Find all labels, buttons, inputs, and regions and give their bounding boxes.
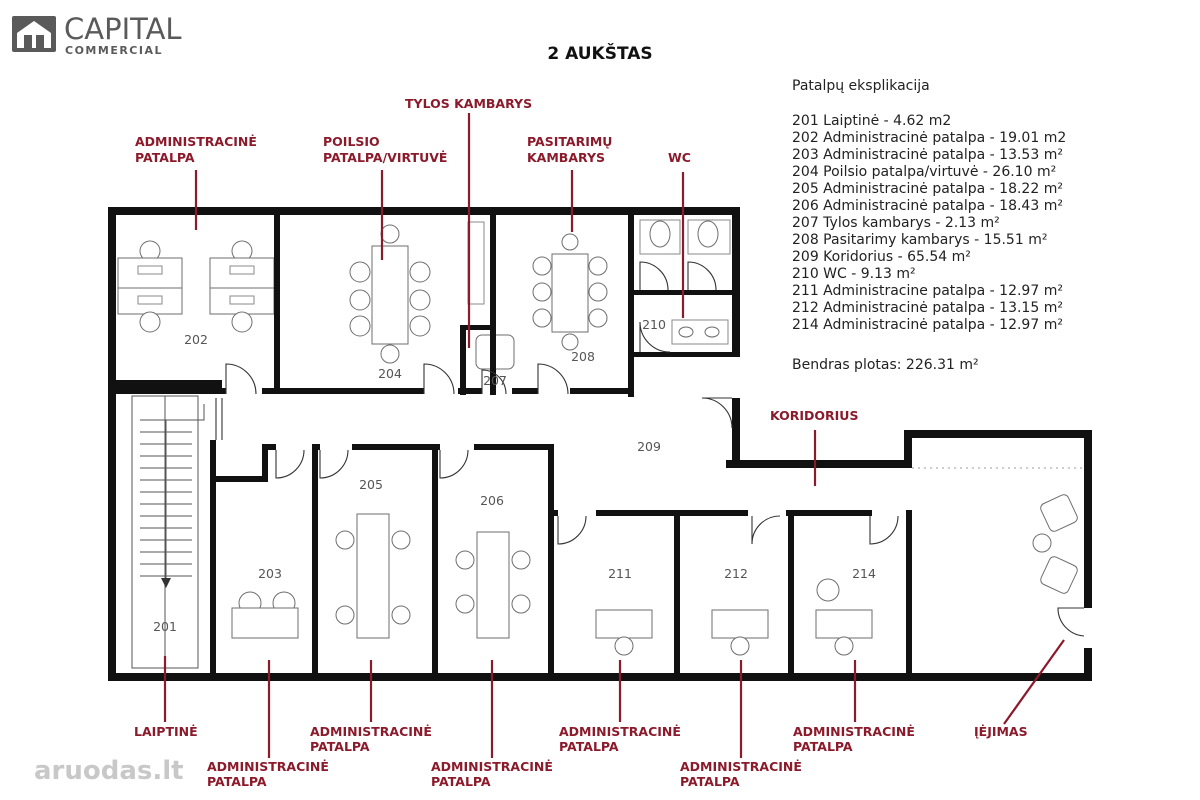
door-211 bbox=[558, 516, 586, 544]
room-number-204: 204 bbox=[378, 366, 402, 381]
callout-tylos: TYLOS KAMBARYS bbox=[405, 96, 533, 111]
callout-koridorius: KORIDORIUS bbox=[770, 408, 859, 423]
room-number-206: 206 bbox=[480, 493, 504, 508]
room-number-202: 202 bbox=[184, 332, 208, 347]
callout-admin-211: ADMINISTRACINĖ bbox=[559, 724, 681, 739]
desk-203 bbox=[232, 592, 298, 638]
callout-pasitarimu: PASITARIMŲ bbox=[527, 134, 613, 149]
room-number-211: 211 bbox=[608, 566, 632, 581]
logo-name: CAPITAL bbox=[64, 12, 182, 46]
room-number-209: 209 bbox=[637, 439, 661, 454]
callout-admin-205: ADMINISTRACINĖ bbox=[310, 724, 432, 739]
door-209-right bbox=[702, 398, 732, 428]
room-number-208: 208 bbox=[571, 349, 595, 364]
door-208 bbox=[538, 364, 568, 394]
door-212 bbox=[752, 516, 780, 544]
door-wc-1 bbox=[640, 262, 668, 290]
house-logo-icon bbox=[12, 16, 56, 52]
callout-admin-203-line2: PATALPA bbox=[207, 774, 267, 789]
legend-item: 210 WC - 9.13 m² bbox=[792, 266, 916, 282]
desk-cluster-202 bbox=[118, 241, 274, 332]
door-204 bbox=[424, 364, 454, 394]
meeting-table-208 bbox=[533, 234, 607, 350]
door-203 bbox=[276, 450, 304, 478]
desk-212 bbox=[712, 610, 768, 655]
legend bbox=[792, 78, 1066, 373]
watermark: aruodas.lt bbox=[34, 756, 184, 786]
legend-item: 206 Administracinė patalpa - 18.43 m² bbox=[792, 198, 1063, 214]
legend-item: 209 Koridorius - 65.54 m² bbox=[792, 249, 971, 265]
desk-205 bbox=[336, 514, 410, 638]
door-205 bbox=[320, 450, 348, 478]
callout-ejimas: ĮĖJIMAS bbox=[974, 724, 1028, 739]
room-number-214: 214 bbox=[852, 566, 876, 581]
door-206 bbox=[440, 450, 468, 478]
room-number-205: 205 bbox=[359, 477, 383, 492]
legend-item: 201 Laiptinė - 4.62 m2 bbox=[792, 113, 952, 129]
callout-admin-212: ADMINISTRACINĖ bbox=[680, 759, 802, 774]
callout-admin-206-line2: PATALPA bbox=[431, 774, 491, 789]
logo-subtitle: COMMERCIAL bbox=[65, 44, 163, 57]
floor-title: 2 AUKŠTAS bbox=[547, 44, 653, 64]
door-214 bbox=[870, 516, 898, 544]
legend-heading: Patalpų eksplikacija bbox=[792, 78, 930, 94]
room-number-212: 212 bbox=[724, 566, 748, 581]
callout-admin-202: ADMINISTRACINĖ bbox=[135, 134, 257, 149]
door-wc-2 bbox=[688, 262, 716, 290]
room-number-210: 210 bbox=[642, 317, 666, 332]
callout-admin-205-line2: PATALPA bbox=[310, 739, 370, 754]
capital-commercial-logo bbox=[12, 12, 182, 57]
legend-item: 212 Administracinė patalpa - 13.15 m² bbox=[792, 300, 1063, 316]
room-numbers bbox=[153, 317, 876, 634]
room-number-201: 201 bbox=[153, 619, 177, 634]
door-201 bbox=[216, 398, 222, 440]
room-number-207: 207 bbox=[483, 373, 507, 388]
legend-item: 214 Administracinė patalpa - 12.97 m² bbox=[792, 317, 1063, 333]
callout-admin-212-line2: PATALPA bbox=[680, 774, 740, 789]
door-202 bbox=[226, 364, 256, 394]
callout-laiptine: LAIPTINĖ bbox=[134, 724, 198, 739]
legend-item: 203 Administracinė patalpa - 13.53 m² bbox=[792, 147, 1063, 163]
room-number-203: 203 bbox=[258, 566, 282, 581]
desk-214 bbox=[816, 579, 872, 655]
legend-item: 207 Tylos kambarys - 2.13 m² bbox=[792, 215, 1000, 231]
callout-admin-211-line2: PATALPA bbox=[559, 739, 619, 754]
callout-admin-206: ADMINISTRACINĖ bbox=[431, 759, 553, 774]
callout-poilsio-line2: PATALPA/VIRTUVĖ bbox=[323, 150, 448, 165]
legend-item: 205 Administracinė patalpa - 18.22 m² bbox=[792, 181, 1063, 197]
callout-admin-202-line2: PATALPA bbox=[135, 150, 195, 165]
lobby-armchairs bbox=[1033, 493, 1079, 595]
legend-item: 202 Administracinė patalpa - 19.01 m2 bbox=[792, 130, 1067, 146]
legend-item: 208 Pasitarimy kambarys - 15.51 m² bbox=[792, 232, 1048, 248]
callout-pasitarimu-line2: KAMBARYS bbox=[527, 150, 605, 165]
door-entrance bbox=[1058, 608, 1084, 636]
legend-total: Bendras plotas: 226.31 m² bbox=[792, 357, 979, 373]
callout-admin-214-line2: PATALPA bbox=[793, 739, 853, 754]
callout-admin-203: ADMINISTRACINĖ bbox=[207, 759, 329, 774]
legend-item: 211 Administracine patalpa - 12.97 m² bbox=[792, 283, 1063, 299]
legend-item: 204 Poilsio patalpa/virtuvė - 26.10 m² bbox=[792, 164, 1057, 180]
callout-admin-214: ADMINISTRACINĖ bbox=[793, 724, 915, 739]
desk-206 bbox=[456, 532, 530, 638]
callout-poilsio: POILSIO bbox=[323, 134, 380, 149]
callout-wc: WC bbox=[668, 150, 691, 165]
desk-211 bbox=[596, 610, 652, 655]
